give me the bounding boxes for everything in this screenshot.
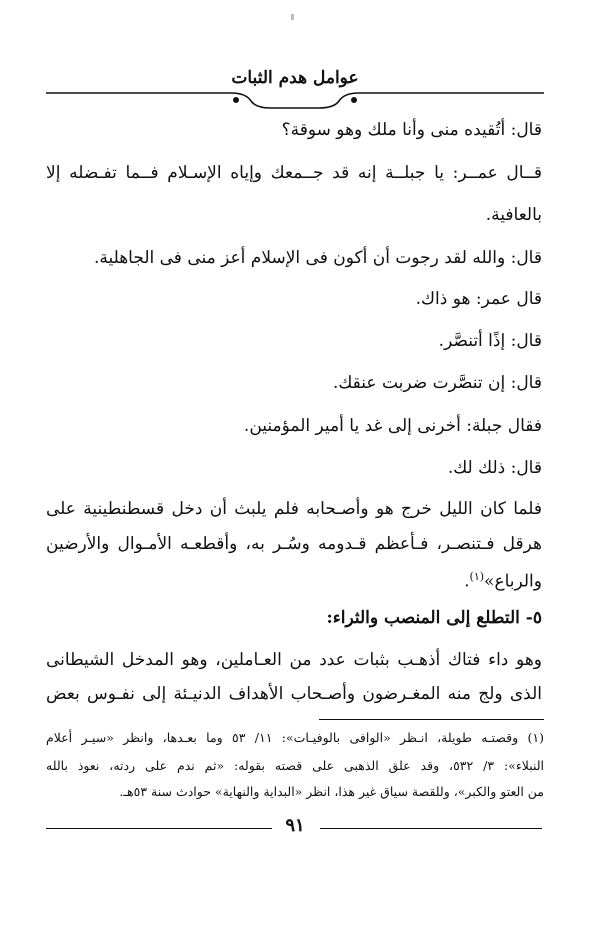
footnote-line-3: من العتو والكبر»، وللقصة سياق غير هذا، انظر «البداية والنهاية» حوادث سنة ٥٣هـ. bbox=[119, 784, 544, 799]
running-header-title: عوامل هدم الثبات bbox=[231, 68, 359, 88]
page-number: ٩١ bbox=[285, 815, 305, 836]
body-line-8: فقال جبلة: أخرنى إلى غد يا أمير المؤمنين. bbox=[243, 416, 542, 436]
footnote-line-1: (١) وقصتـه طويلة، انـظر «الوافى بالوفيـات»: ١١/ ٥٣ وما بعـدها، وانظر «سيـر أعلام bbox=[46, 730, 544, 745]
section-heading: ٥- التطلع إلى المنصب والثراء: bbox=[326, 608, 542, 628]
footnote-reference: (١) bbox=[469, 570, 485, 583]
body-line-1: قال: أتُقيده منى وأنا ملك وهو سوقة؟ bbox=[281, 120, 542, 140]
scan-mark bbox=[291, 14, 294, 20]
header-ornament-rule bbox=[46, 88, 544, 110]
body-line-3: بالعافية. bbox=[485, 205, 542, 225]
body-line-12-text: والرباع» bbox=[484, 571, 542, 592]
footnote-line-2: النبلاء»: ٣/ ٥٣٢، وقد علق الذهبى على قصته بقوله: «ثم ندم على ردته، نعوذ بالله bbox=[46, 758, 545, 773]
body-line-11: هرقل فـتنصـر، فـأعظم قـدومه وسُـر به، وأقطعـه الأمـوال والأرضين bbox=[46, 534, 542, 554]
footnote-separator bbox=[319, 719, 544, 720]
body-line-2: قــال عمــر: يا جبلــة إنه قد جــمعك وإياه الإسـلام فــما تفـضله إلا bbox=[46, 163, 542, 183]
body-line-14: وهو داء فتاك أذهـب بثبات عدد من العـاملين، وهو المدخل الشيطانى bbox=[46, 650, 542, 670]
footer-rule-left bbox=[46, 828, 272, 829]
body-line-15: الذى ولج منه المغـرضون وأصـحاب الأهداف الدنيـئة إلى نفـوس بعض bbox=[46, 684, 542, 704]
body-line-4: قال: والله لقد رجوت أن أكون فى الإسلام أعز منى فى الجاهلية. bbox=[93, 248, 542, 268]
body-line-6: قال: إذًا أتنصَّر. bbox=[438, 331, 542, 351]
body-line-10: فلما كان الليل خرج هو وأصـحابه فلم يلبث أن دخل قسطنطينية على bbox=[46, 499, 542, 519]
body-line-12: والرباع»$^{(١)}$. bbox=[464, 570, 542, 592]
footer-rule-right bbox=[320, 828, 542, 829]
body-line-5: قال عمر: هو ذاك. bbox=[415, 289, 542, 309]
body-line-9: قال: ذلك لك. bbox=[447, 458, 542, 478]
body-line-7: قال: إن تنصَّرت ضربت عنقك. bbox=[332, 373, 542, 393]
